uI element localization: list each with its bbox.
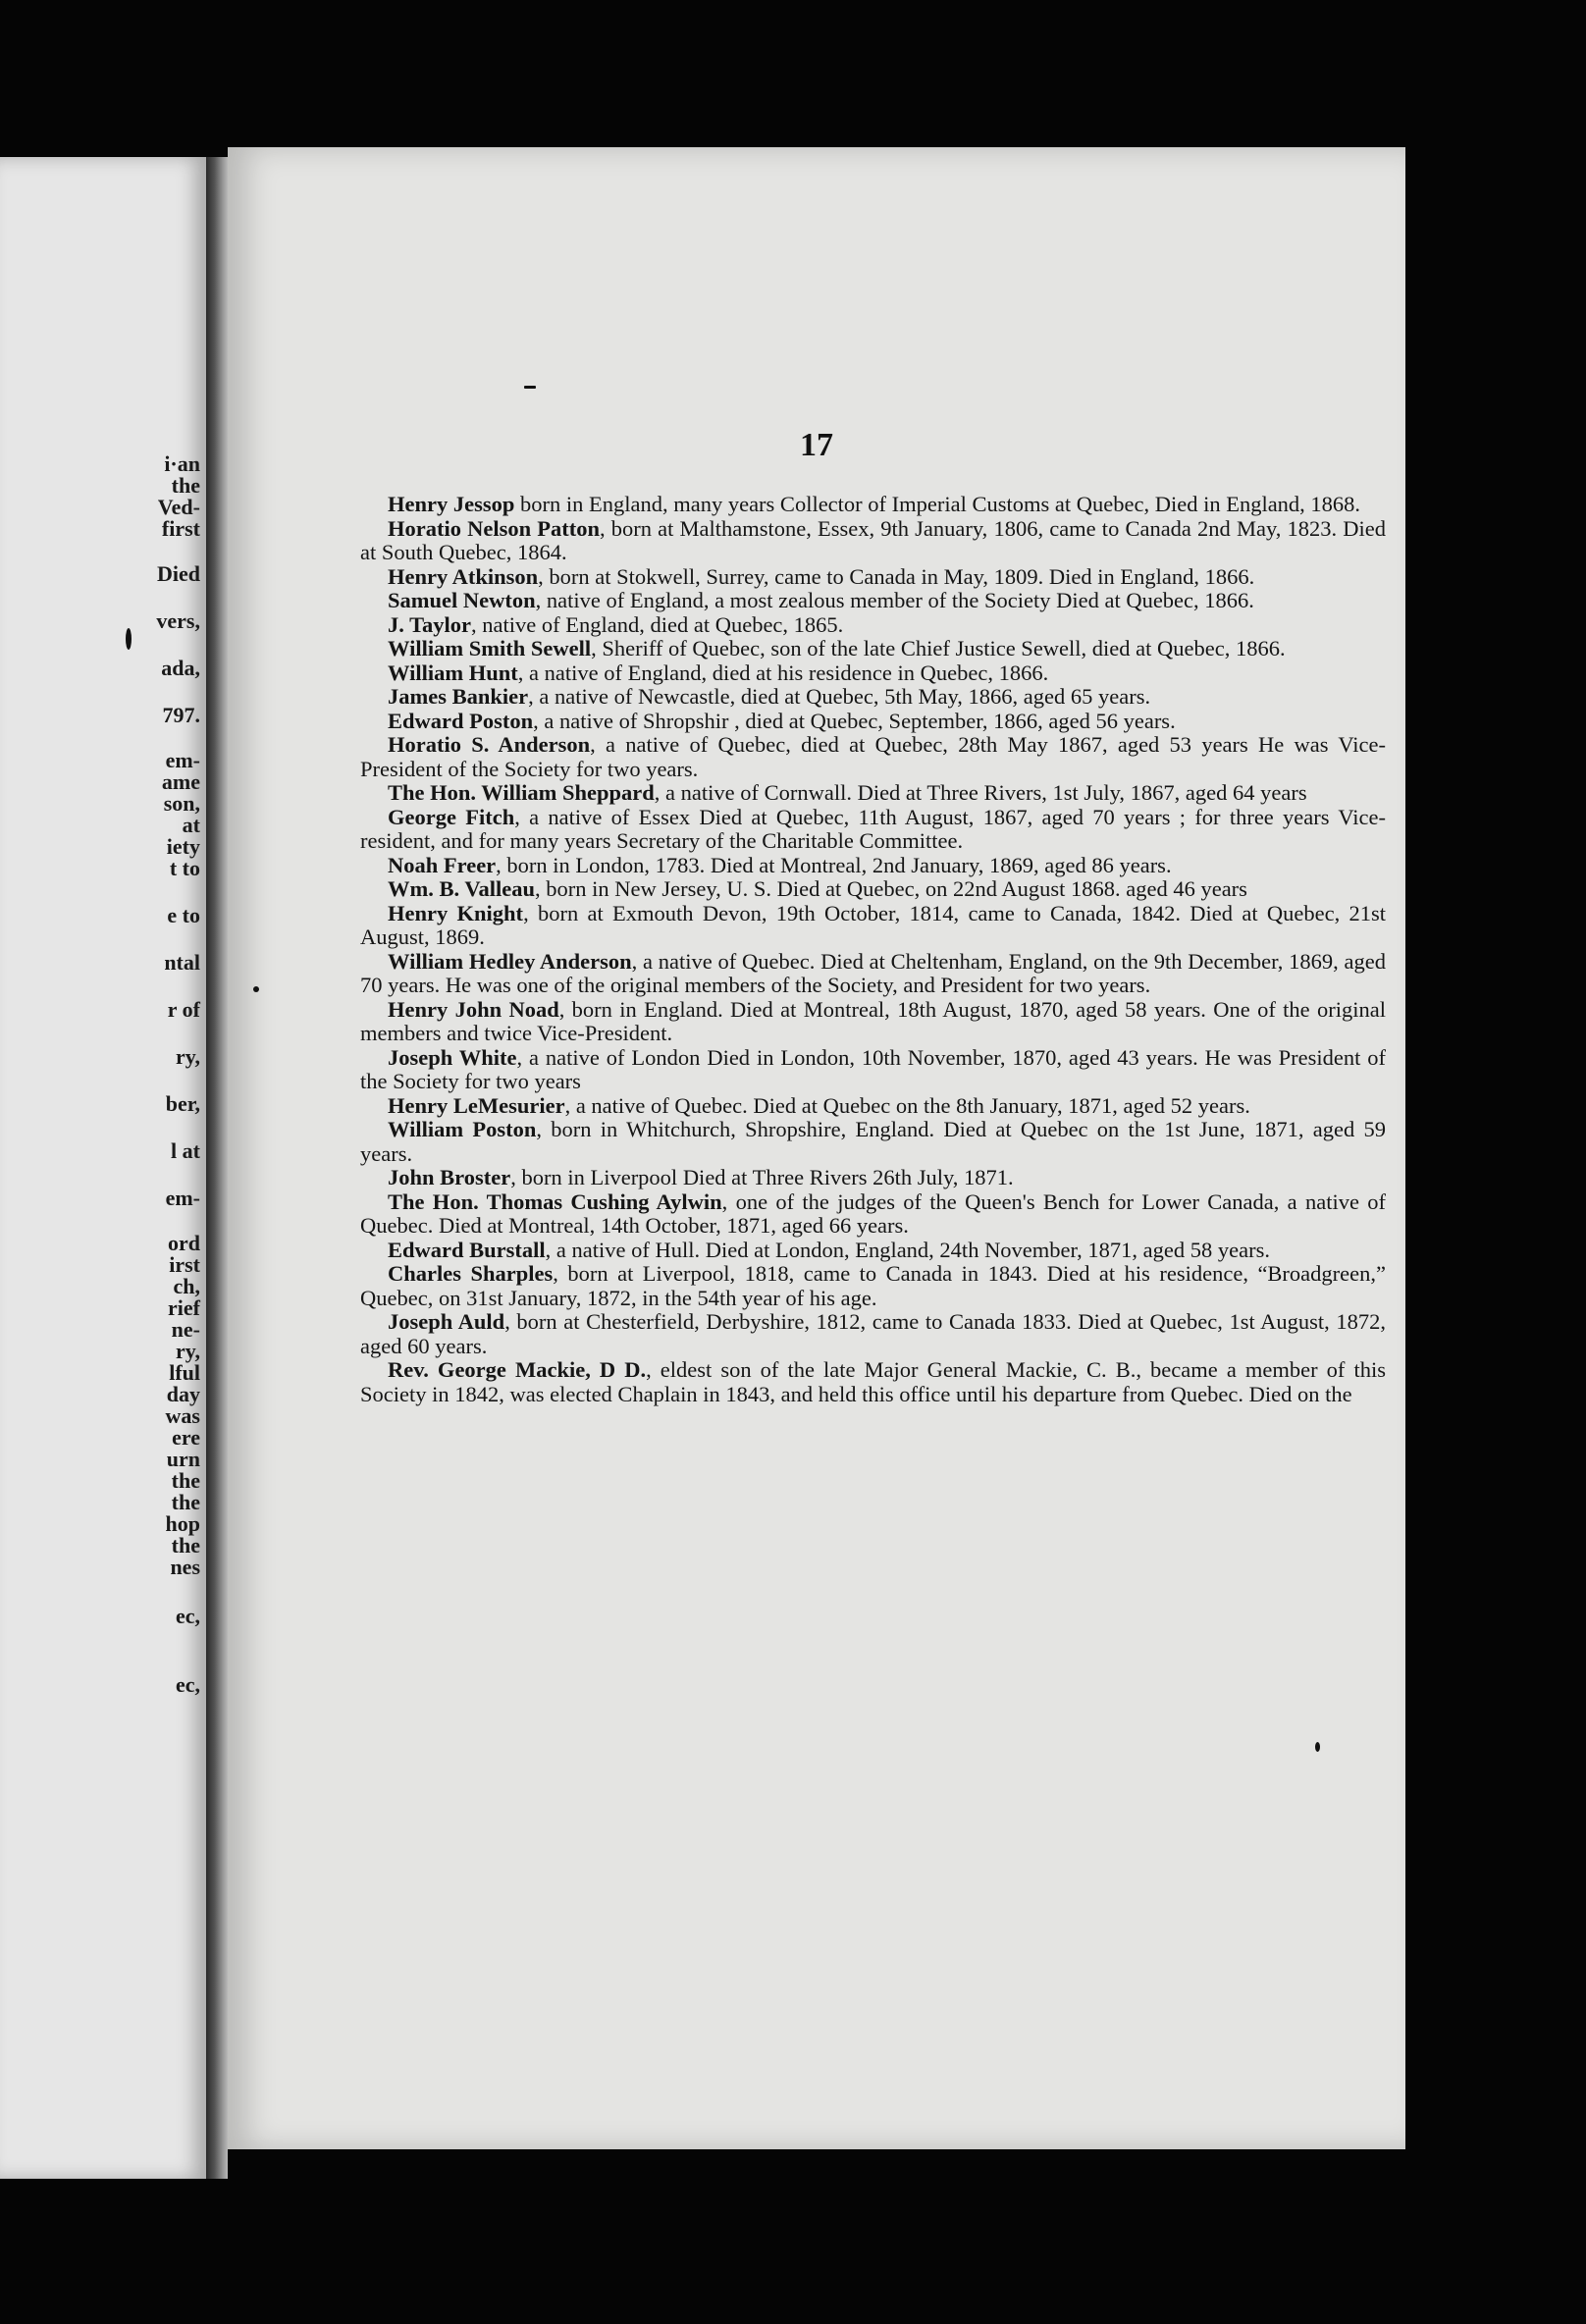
facing-page-fragment-text: was <box>165 1403 200 1428</box>
entry-name: William Hedley Anderson <box>388 948 632 974</box>
entry-name: Joseph White <box>388 1044 517 1070</box>
page <box>228 147 1405 2149</box>
page-number: 17 <box>800 427 833 463</box>
facing-page-fragment-text: rief <box>168 1295 200 1320</box>
entry-name: Henry John Noad <box>388 996 559 1022</box>
facing-page-fragment-text: son, <box>163 791 200 816</box>
entry-text: , a native of England, died at his residence in Quebec, 1866. <box>517 660 1049 685</box>
entry-text: , a native of Shropshir , died at Quebec, September, 1866, aged 56 years. <box>533 708 1176 733</box>
facing-page-fragment-text: Ved- <box>157 495 200 519</box>
dust-mark <box>253 986 259 992</box>
facing-page-fragment-text: Died <box>157 561 200 586</box>
obituary-entry <box>360 1046 1386 1094</box>
facing-page-fragment-text: ry, <box>175 1044 200 1069</box>
facing-page-fragment-text: ada, <box>161 656 200 680</box>
entry-text: , a native of Quebec. Died at Cheltenham, England, on the 9th December, 1869, aged 70 years. He was one of the original members of the Society, and President for two years. <box>360 948 1387 997</box>
entry-text: , born in England. Died at Montreal, 18th August, 1870, aged 58 years. One of the original members and twice Vice-President. <box>360 996 1386 1045</box>
entry-text: , born at Chesterfield, Derbyshire, 1812, came to Canada 1833. Died at Quebec, 1st August, 1872, aged 60 years. <box>360 1309 1387 1358</box>
entry-text: , born in New Jersey, U. S. Died at Quebec, on 22nd August 1868. aged 46 years <box>535 876 1247 901</box>
obituary-entry <box>360 950 1386 998</box>
obituary-entry <box>360 806 1386 854</box>
page-body <box>360 493 1386 1406</box>
entry-text: , Sheriff of Quebec, son of the late Chief Justice Sewell, died at Quebec, 1866. <box>591 636 1286 660</box>
entry-name: John Broster <box>388 1165 511 1189</box>
obituary-entry <box>360 517 1386 565</box>
facing-page-fragment-text: the <box>171 1490 200 1514</box>
dust-mark <box>126 628 132 650</box>
entry-text: , a native of Hull. Died at London, England, 24th November, 1871, aged 58 years. <box>545 1237 1270 1262</box>
facing-page-fragment-text: ch, <box>173 1274 200 1298</box>
facing-page-fragment-text: nes <box>170 1555 200 1579</box>
entry-text: , eldest son of the late Major General Mackie, C. B., became a member of this Society in 1842, was elected Chaplain in 1843, and held this office until his departure from Quebec. Died on the <box>360 1357 1386 1406</box>
obituary-entry <box>360 1094 1386 1119</box>
entry-text: , a native of Quebec. Died at Quebec on the 8th January, 1871, aged 52 years. <box>564 1092 1250 1118</box>
entry-name: Henry Atkinson <box>388 563 539 589</box>
obituary-entry <box>360 781 1386 806</box>
entry-name: William Hunt <box>388 660 518 685</box>
obituary-entry <box>360 1118 1386 1166</box>
entry-text: , a native of London Died in London, 10th November, 1870, aged 43 years. He was President of the Society for two years <box>360 1044 1387 1093</box>
facing-page-fragment-text: l at <box>171 1138 200 1163</box>
entry-text: , born in Liverpool Died at Three Rivers 26th July, 1871. <box>510 1165 1014 1189</box>
entry-text: , born at Stokwell, Surrey, came to Canada in May, 1809. Died in England, 1866. <box>538 563 1255 589</box>
facing-page-fragment-text: em- <box>165 748 200 772</box>
entry-name: James Bankier <box>388 684 529 709</box>
facing-page-fragment-text: ber, <box>165 1091 200 1116</box>
obituary-entry <box>360 1190 1386 1239</box>
entry-text: , native of England, a most zealous member of the Society Died at Quebec, 1866. <box>535 588 1254 612</box>
facing-page-fragment-text: hop <box>165 1511 200 1536</box>
facing-page-fragment-text: day <box>166 1382 200 1406</box>
facing-page-fragment-text: i·an <box>164 451 200 476</box>
obituary-entry <box>360 493 1386 517</box>
entry-name: Samuel Newton <box>388 588 536 612</box>
facing-page-fragment-text: ec, <box>175 1672 200 1697</box>
entry-text: , born in London, 1783. Died at Montreal, 2nd January, 1869, aged 86 years. <box>496 852 1172 877</box>
facing-page-fragment-text: urn <box>166 1447 200 1471</box>
obituary-entry <box>360 1166 1386 1190</box>
facing-page-fragment-text: the <box>171 1533 200 1558</box>
obituary-entry <box>360 1310 1386 1358</box>
obituary-entry <box>360 637 1386 661</box>
obituary-entry <box>360 733 1386 781</box>
entry-name: The Hon. Thomas Cushing Aylwin <box>388 1188 722 1214</box>
facing-page-fragment-text: ame <box>161 769 200 794</box>
facing-page-fragment-text: ec, <box>175 1604 200 1628</box>
obituary-entry <box>360 661 1386 686</box>
facing-page-fragment-text: the <box>171 473 200 498</box>
entry-name: Rev. George Mackie, D D. <box>388 1357 647 1382</box>
entry-text: born in England, many years Collector of Imperial Customs at Quebec, Died in England, 1868. <box>514 492 1361 516</box>
entry-name: J. Taylor <box>388 611 472 637</box>
obituary-entry <box>360 685 1386 710</box>
entry-name: Noah Freer <box>388 852 497 877</box>
facing-page-fragment-text: iety <box>166 834 200 859</box>
entry-name: Edward Burstall <box>388 1237 546 1262</box>
entry-text: , a native of Newcastle, died at Quebec, 5th May, 1866, aged 65 years. <box>528 684 1151 709</box>
obituary-entry <box>360 877 1386 902</box>
facing-page-fragment-text: the <box>171 1468 200 1493</box>
obituary-entry <box>360 902 1386 950</box>
entry-text: , one of the judges of the Queen's Bench for Lower Canada, a native of Quebec. Died at Montreal, 14th October, 1871, aged 66 years. <box>360 1188 1386 1238</box>
facing-page-fragment-text: ntal <box>164 950 200 975</box>
facing-page-fragment-text: ne- <box>171 1317 200 1342</box>
entry-name: Henry Knight <box>388 900 524 925</box>
facing-page-fragment-text: lful <box>169 1360 200 1385</box>
entry-text: , a native of Quebec, died at Quebec, 28th May 1867, aged 53 years He was Vice-President of the Society for two years. <box>360 732 1386 781</box>
obituary-entry <box>360 1239 1386 1263</box>
facing-page-fragment-text: ord <box>168 1231 200 1255</box>
obituary-entry <box>360 1262 1386 1310</box>
obituary-entry <box>360 998 1386 1046</box>
obituary-entry <box>360 1358 1386 1406</box>
entry-name: Charles Sharples <box>388 1261 554 1286</box>
obituary-entry <box>360 854 1386 878</box>
facing-page-fragment-text: vers, <box>156 608 200 633</box>
dust-mark <box>524 386 536 389</box>
entry-name: George Fitch <box>388 804 515 829</box>
obituary-entry <box>360 565 1386 590</box>
entry-name: William Smith Sewell <box>388 636 592 660</box>
facing-page-fragment-text: ere <box>172 1425 200 1450</box>
facing-page-fragment <box>0 157 206 2179</box>
book-gutter <box>206 157 228 2179</box>
entry-name: Horatio Nelson Patton <box>388 515 601 541</box>
entry-name: Horatio S. Anderson <box>388 732 591 757</box>
entry-name: Henry Jessop <box>388 492 515 516</box>
entry-text: , native of England, died at Quebec, 1865. <box>471 611 844 637</box>
entry-text: , a native of Cornwall. Died at Three Rivers, 1st July, 1867, aged 64 years <box>654 780 1307 805</box>
facing-page-fragment-text: first <box>161 516 200 541</box>
facing-page-fragment-text: em- <box>165 1186 200 1210</box>
entry-name: Wm. B. Valleau <box>388 876 536 901</box>
facing-page-fragment-text: ry, <box>175 1339 200 1363</box>
facing-page-fragment-text: at <box>182 813 200 837</box>
entry-name: The Hon. William Sheppard <box>388 780 655 805</box>
entry-name: William Poston <box>388 1117 537 1141</box>
entry-name: Edward Poston <box>388 708 534 733</box>
facing-page-fragment-text: irst <box>169 1252 200 1277</box>
facing-page-fragment-text: t to <box>169 856 200 880</box>
facing-page-fragment-text: e to <box>167 903 200 927</box>
facing-page-fragment-text: r of <box>167 997 200 1022</box>
obituary-entry <box>360 589 1386 613</box>
entry-name: Joseph Auld <box>388 1309 505 1334</box>
entry-text: , born at Liverpool, 1818, came to Canada in 1843. Died at his residence, “Broadgreen,” Quebec, on 31st January, 1872, in the 54th year of his age. <box>360 1261 1386 1310</box>
entry-text: , a native of Essex Died at Quebec, 11th August, 1867, aged 70 years ; for three years Vice- resident, and for many years Secretary of the Charitable Committee. <box>360 804 1387 853</box>
entry-name: Henry LeMesurier <box>388 1092 565 1118</box>
entry-text: , born at Exmouth Devon, 19th October, 1814, came to Canada, 1842. Died at Quebec, 21st August, 1869. <box>360 900 1386 949</box>
obituary-entry <box>360 613 1386 638</box>
entry-text: , born in Whitchurch, Shropshire, England. Died at Quebec on the 1st June, 1871, aged 59 years. <box>360 1117 1386 1166</box>
obituary-entry <box>360 710 1386 734</box>
dust-mark <box>1315 1742 1320 1752</box>
entry-text: , born at Malthamstone, Essex, 9th January, 1806, came to Canada 2nd May, 1823. Died at South Quebec, 1864. <box>360 515 1386 564</box>
facing-page-fragment-text: 797. <box>162 703 200 727</box>
